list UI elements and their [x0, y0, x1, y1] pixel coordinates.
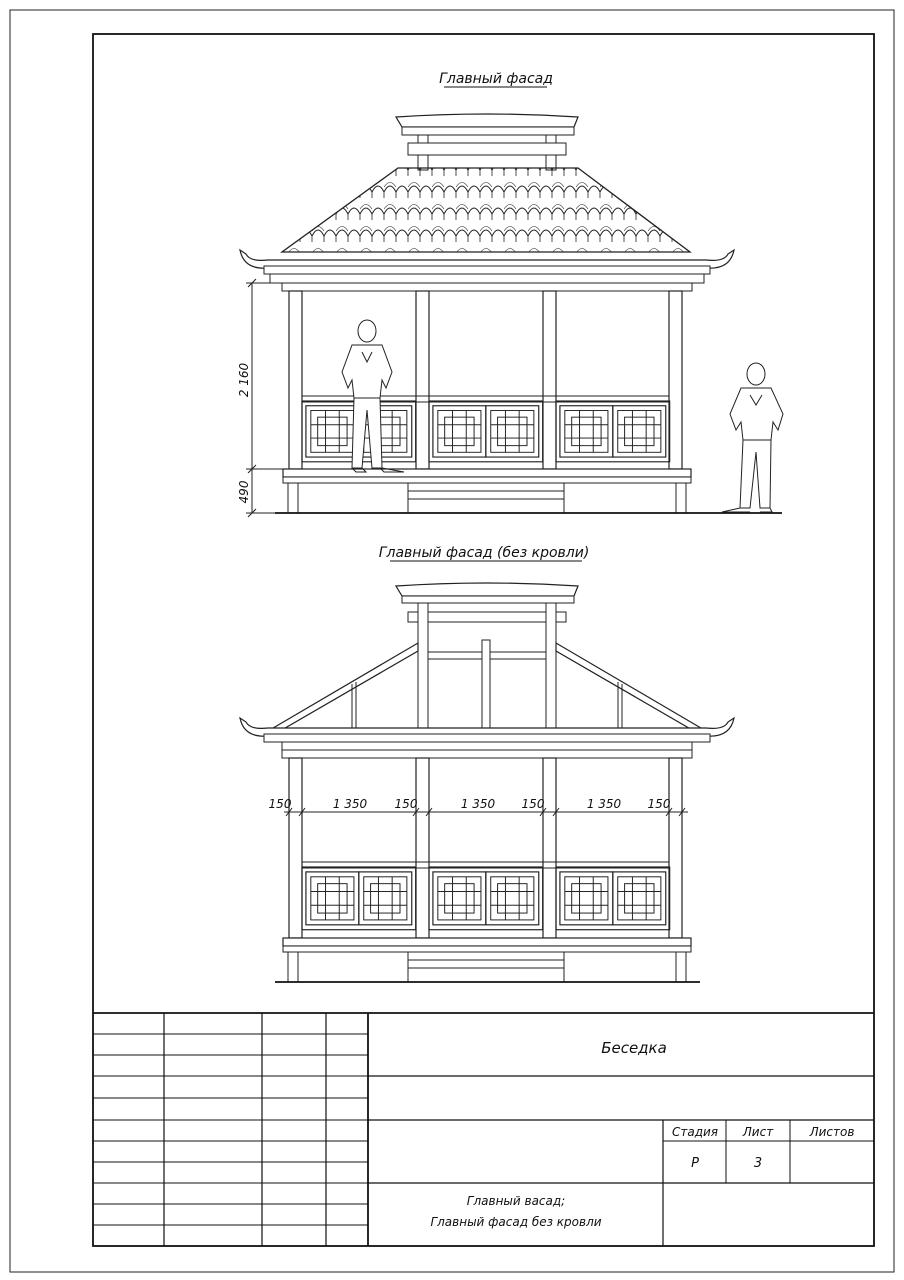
- height-dimension-line: [246, 279, 284, 517]
- view1-title: Главный фасад: [439, 71, 553, 87]
- dim-height-base: 490: [237, 480, 251, 504]
- dim-post-3: 150: [521, 797, 545, 811]
- person-figure-outside: [722, 363, 783, 512]
- dim-bay-2: 1 350: [460, 797, 496, 811]
- view-facade-without-roof: [240, 545, 734, 982]
- dim-post-1: 150: [268, 797, 292, 811]
- view-main-facade: [237, 71, 783, 517]
- sheet-value: 3: [753, 1156, 763, 1171]
- view2-title: Главный фасад (без кровли): [378, 545, 590, 561]
- dim-bay-3: 1 350: [586, 797, 622, 811]
- project-name: Беседка: [601, 1039, 667, 1057]
- dim-post-2: 150: [394, 797, 418, 811]
- stage-value: Р: [691, 1156, 699, 1171]
- dim-post-4: 150: [647, 797, 671, 811]
- sheet-title-line-2: Главный фасад без кровли: [430, 1215, 602, 1229]
- stage-header: Стадия: [671, 1125, 719, 1139]
- dim-bay-1: 1 350: [332, 797, 368, 811]
- sheet-title-line-1: Главный васад;: [466, 1194, 566, 1208]
- sheet-header: Лист: [742, 1125, 774, 1139]
- dim-height-main: 2 160: [237, 362, 251, 398]
- sheets-header: Листов: [809, 1125, 855, 1139]
